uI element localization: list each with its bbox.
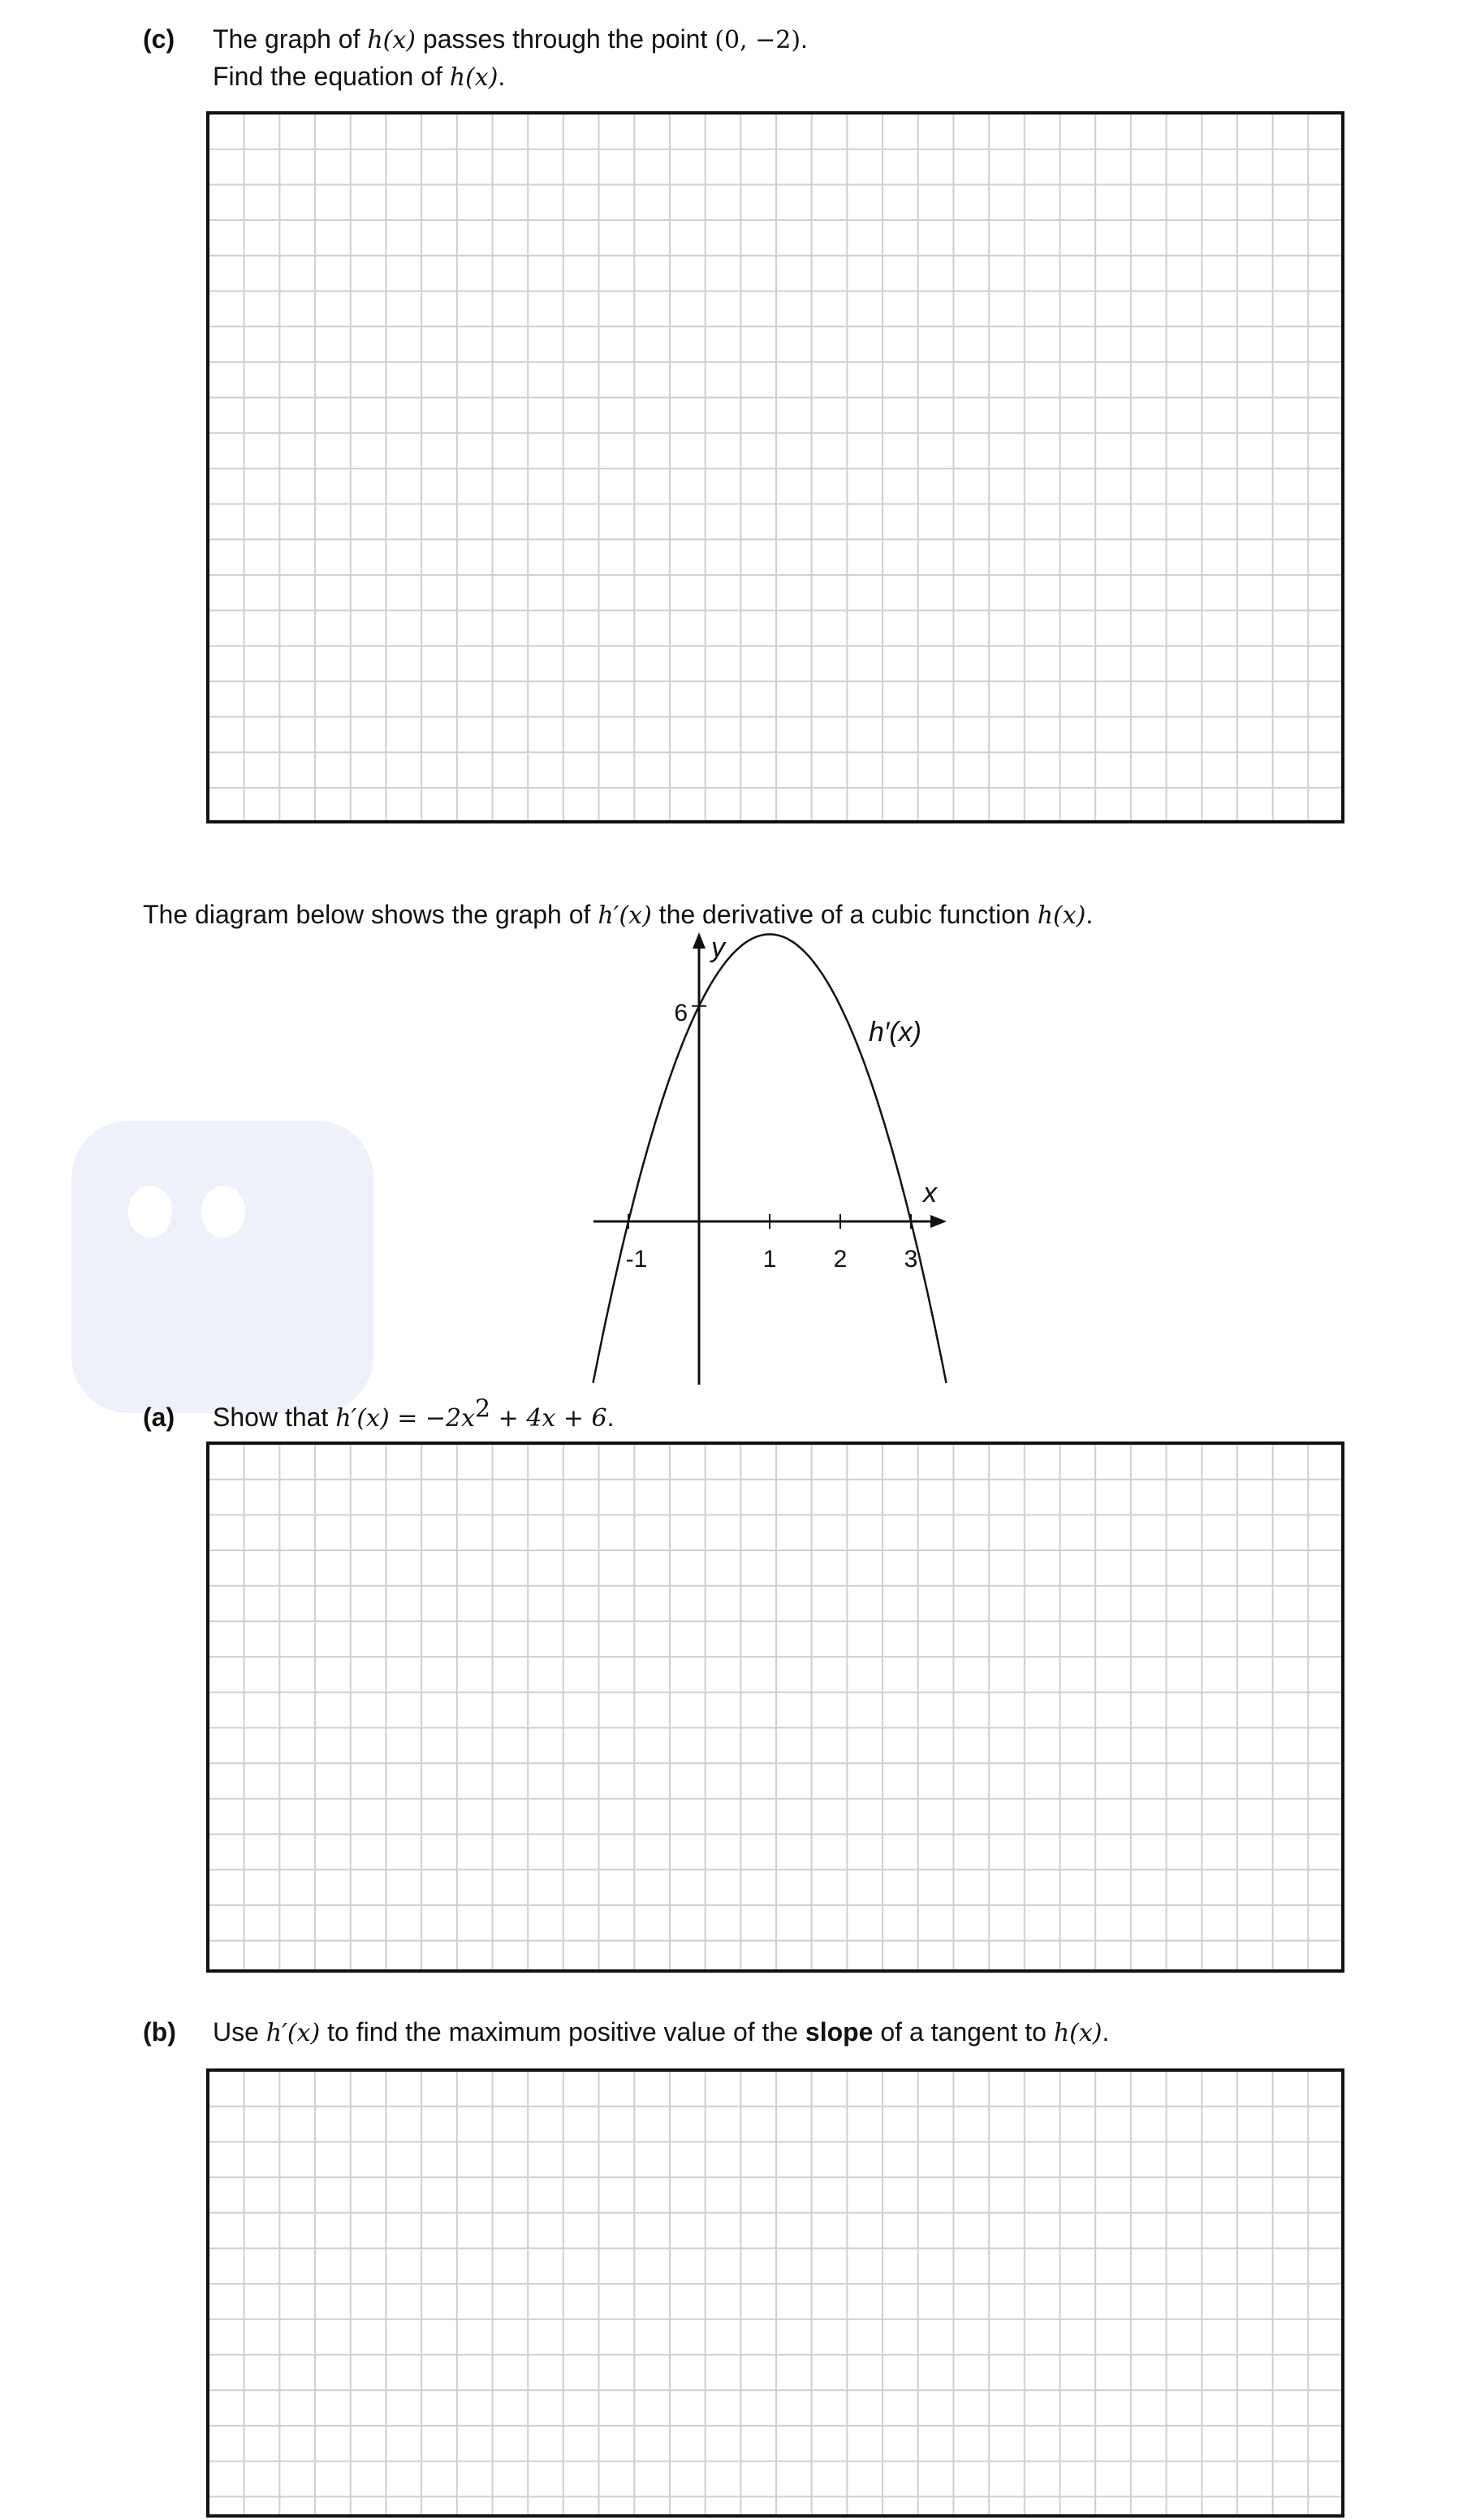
part-a-question: Show that $h'(x) = -2x^2 + 4x + 6$. [213,1394,615,1433]
x-axis-arrow-icon [930,1215,947,1228]
y-axis-label: y [711,932,725,963]
part-c-label: (c) [143,24,175,54]
x-tick-label: 2 [833,1246,848,1273]
y-tick-label: 6 [674,999,688,1027]
y-axis-arrow-icon [693,932,706,949]
x-axis-label: x [923,1178,937,1208]
answer-box-part-a[interactable] [206,1442,1344,1973]
part-c-question-line2: Find the equation of h(x). [213,62,506,92]
part-c-question-line1: The graph of h(x) passes through the point (0, −2). [213,24,808,54]
x-tick-label: -1 [625,1246,648,1273]
part-a-label: (a) [143,1403,175,1432]
curve-label: h′(x) [869,1017,921,1048]
diagram-intro-text: The diagram below shows the graph of h′(x) the derivative of a cubic function h(x). [143,900,1094,930]
part-b-question: Use h′(x) to find the maximum positive value of the slope of a tangent to h(x). [213,2017,1110,2047]
x-tick-label: 3 [904,1246,918,1273]
curve-h-prime [593,934,947,1383]
answer-box-part-b[interactable] [206,2068,1344,2518]
x-tick-label: 1 [762,1246,777,1273]
part-b-label: (b) [143,2017,176,2047]
